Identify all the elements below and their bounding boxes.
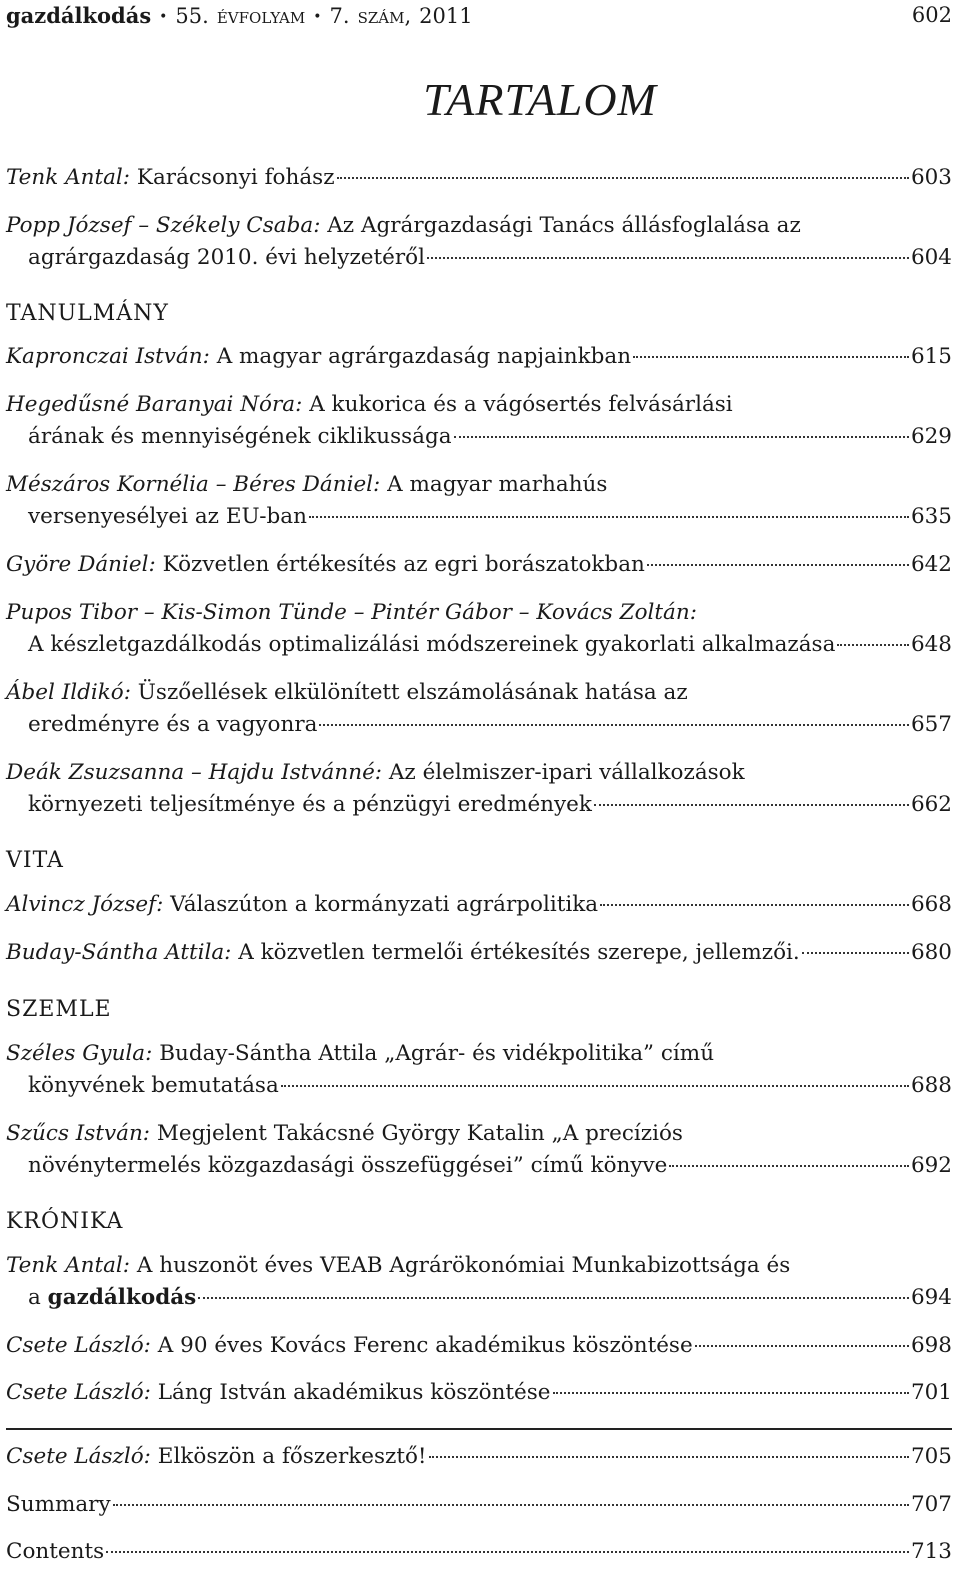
dot-leader xyxy=(309,516,909,518)
horizontal-rule xyxy=(6,1428,952,1430)
toc-entry[interactable] xyxy=(6,1118,952,1182)
entry-title-line-2: növénytermelés közgazdasági összefüggései” című könyve xyxy=(28,1153,668,1178)
entry-title-line-2: versenyesélyei az EU-ban xyxy=(28,504,307,529)
dot-leader xyxy=(113,1504,909,1506)
entry-title: A készletgazdálkodás optimalizálási módszereinek gyakorlati alkalmazása xyxy=(28,632,836,657)
dot-leader xyxy=(106,1551,909,1553)
dot-leader xyxy=(553,1392,909,1394)
toc-entry[interactable] xyxy=(6,469,952,533)
toc-entry[interactable] xyxy=(6,889,952,921)
entry-title-line-1: Az élelmiszer-ipari vállalkozások xyxy=(388,760,745,785)
toc-entry[interactable] xyxy=(6,1536,952,1568)
page-number: 602 xyxy=(911,3,952,27)
entry-title-line-1: Üszőellések elkülönített elszámolásának hatása az xyxy=(137,680,688,705)
toc-entry[interactable] xyxy=(6,210,952,274)
entry-title: A 90 éves Kovács Ferenc akadémikus köszöntése xyxy=(157,1333,693,1358)
toc-entry[interactable] xyxy=(6,1330,952,1362)
entry-author: Csete László: xyxy=(6,1380,151,1405)
toc-entry[interactable] xyxy=(6,1377,952,1409)
toc-entry[interactable] xyxy=(6,597,952,661)
entry-author: Alvincz József: xyxy=(6,892,164,917)
entry-author: Tenk Antal: xyxy=(6,165,131,190)
section-heading: KRÓNIKA xyxy=(6,1209,124,1234)
entry-page: 698 xyxy=(910,1333,952,1358)
entry-title: Contents xyxy=(6,1539,105,1564)
bullet-separator: • xyxy=(313,8,322,25)
running-head xyxy=(6,0,952,30)
entry-title-line-1: Buday-Sántha Attila „Agrár- és vidékpolitika” című xyxy=(159,1041,715,1066)
issue-number: 7. xyxy=(329,3,350,28)
entry-title: Közvetlen értékesítés az egri borászatokban xyxy=(162,552,645,577)
entry-title-line-1: A huszonöt éves VEAB Agrárökonómiai Munkabizottsága és xyxy=(136,1253,791,1278)
dot-leader xyxy=(427,257,909,259)
entry-title-line-1: A kukorica és a vágósertés felvásárlási xyxy=(309,392,733,417)
entry-page: 668 xyxy=(910,892,952,917)
dot-leader xyxy=(802,952,909,954)
toc-entry[interactable] xyxy=(6,1489,952,1521)
running-head-left xyxy=(6,3,473,28)
entry-title-line-2: környezeti teljesítménye és a pénzügyi eredmények xyxy=(28,792,592,817)
entry-author: Ábel Ildikó: xyxy=(6,680,131,705)
dot-leader xyxy=(337,177,909,179)
journal-name: gazdálkodás xyxy=(47,1285,197,1310)
entry-title: Karácsonyi fohász xyxy=(136,165,335,190)
entry-title: A közvetlen termelői értékesítés szerepe, jellemzői. xyxy=(238,940,800,965)
issue-label: szám, xyxy=(357,3,412,28)
dot-leader xyxy=(695,1345,909,1347)
entry-page: 648 xyxy=(910,632,952,657)
entry-page: 629 xyxy=(910,424,952,449)
entry-author: Széles Gyula: xyxy=(6,1041,153,1066)
entry-page: 657 xyxy=(910,712,952,737)
entry-page: 692 xyxy=(910,1153,952,1178)
section-heading: VITA xyxy=(6,848,64,873)
dot-leader xyxy=(594,804,909,806)
entry-page: 615 xyxy=(910,344,952,369)
dot-leader xyxy=(633,356,909,358)
entry-page: 694 xyxy=(910,1285,952,1310)
entry-title-line-1: Az Agrárgazdasági Tanács állásfoglalása az xyxy=(327,213,801,238)
journal-name: gazdálkodás xyxy=(6,2,152,28)
entry-author: Györe Dániel: xyxy=(6,552,156,577)
entry-title: Elköszön a főszerkesztő! xyxy=(157,1444,427,1469)
entry-title-prefix: a xyxy=(28,1285,41,1310)
entry-author: Mészáros Kornélia – Béres Dániel: xyxy=(6,472,381,497)
entry-author: Tenk Antal: xyxy=(6,1253,131,1278)
entry-author: Popp József – Székely Csaba: xyxy=(6,213,321,238)
entry-page: 713 xyxy=(910,1539,952,1564)
entry-author: Deák Zsuzsanna – Hajdu Istvánné: xyxy=(6,760,383,785)
toc-entry[interactable] xyxy=(6,757,952,821)
entry-title: Válaszúton a kormányzati agrárpolitika xyxy=(170,892,599,917)
dot-leader xyxy=(837,644,909,646)
entry-author: Buday-Sántha Attila: xyxy=(6,940,232,965)
toc-entry[interactable] xyxy=(6,937,952,969)
dot-leader xyxy=(281,1085,909,1087)
section-heading: SZEMLE xyxy=(6,997,112,1022)
entry-page: 707 xyxy=(910,1492,952,1517)
toc-entry[interactable] xyxy=(6,1250,952,1314)
entry-title-line-2: eredményre és a vagyonra xyxy=(28,712,318,737)
volume-number: 55. xyxy=(175,3,209,28)
entry-title-line-1: A magyar marhahús xyxy=(387,472,608,497)
dot-leader xyxy=(319,724,909,726)
year: 2011 xyxy=(419,3,473,28)
entry-author: Csete László: xyxy=(6,1444,151,1469)
dot-leader xyxy=(600,904,909,906)
entry-page: 680 xyxy=(910,940,952,965)
dot-leader xyxy=(198,1297,909,1299)
entry-title: Láng István akadémikus köszöntése xyxy=(157,1380,551,1405)
entry-author: Szűcs István: xyxy=(6,1121,151,1146)
entry-page: 688 xyxy=(910,1073,952,1098)
toc-entry[interactable] xyxy=(6,341,952,373)
toc-entry[interactable] xyxy=(6,1441,952,1473)
section-heading: TANULMÁNY xyxy=(6,301,169,326)
entry-title-line-2: könyvének bemutatása xyxy=(28,1073,279,1098)
dot-leader xyxy=(647,564,909,566)
toc-entry[interactable] xyxy=(6,1038,952,1102)
page-title: TARTALOM xyxy=(423,74,657,125)
entry-author: Pupos Tibor – Kis-Simon Tünde – Pintér Gábor – Kovács Zoltán: xyxy=(6,600,697,625)
toc-entry[interactable] xyxy=(6,677,952,741)
entry-page: 604 xyxy=(910,245,952,270)
volume-label: évfolyam xyxy=(216,3,306,28)
entry-author: Hegedűsné Baranyai Nóra: xyxy=(6,392,303,417)
entry-title: A magyar agrárgazdaság napjainkban xyxy=(216,344,632,369)
entry-page: 642 xyxy=(910,552,952,577)
dot-leader xyxy=(669,1165,909,1167)
entry-title-line-1: Megjelent Takácsné György Katalin „A precíziós xyxy=(156,1121,683,1146)
toc-entry[interactable] xyxy=(6,389,952,453)
entry-title-line-2: agrárgazdaság 2010. évi helyzetéről xyxy=(28,245,425,270)
entry-page: 603 xyxy=(910,165,952,190)
entry-title-line-2: árának és mennyiségének ciklikussága xyxy=(28,424,452,449)
toc-entry[interactable] xyxy=(6,549,952,581)
dot-leader xyxy=(429,1456,909,1458)
entry-page: 701 xyxy=(910,1380,952,1405)
entry-author: Kapronczai István: xyxy=(6,344,210,369)
entry-page: 635 xyxy=(910,504,952,529)
entry-author: Csete László: xyxy=(6,1333,151,1358)
entry-title: Summary xyxy=(6,1492,111,1517)
entry-page: 705 xyxy=(910,1444,952,1469)
entry-page: 662 xyxy=(910,792,952,817)
toc-entry[interactable] xyxy=(6,162,952,194)
bullet-separator: • xyxy=(159,8,168,25)
dot-leader xyxy=(454,436,909,438)
